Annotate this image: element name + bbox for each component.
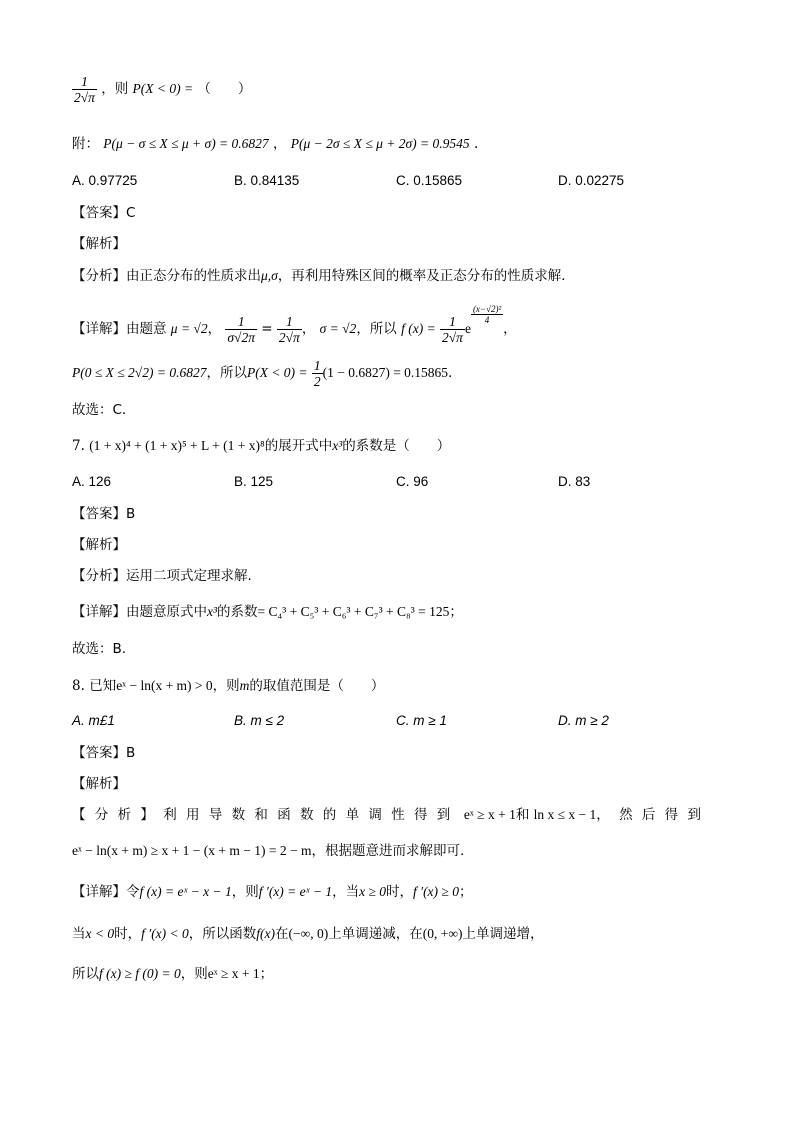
q8-l2-time: 时， (114, 926, 142, 942)
q6-line2-result: (1 − 0.6827) = 0.15865 (322, 365, 449, 380)
q8-fenxi-line2-text: ，根据题意进而求解即可. (311, 843, 465, 859)
q6-detail-frac2 (277, 314, 302, 345)
q6-detail-tag: 【详解】 (72, 321, 126, 337)
q6-detail (72, 304, 517, 345)
q8-answer-value: B (126, 745, 136, 761)
q6-note (72, 135, 478, 153)
q8-stem-text: 已知 (89, 678, 117, 694)
q8-detail-fp2: f ′(x) ≥ 0 (412, 884, 459, 899)
q6-line2-frac-num: 1 (313, 358, 321, 373)
q6-detail-frac3-den: 2√π (442, 330, 463, 345)
q6-option-b: B. 0.84135 (234, 173, 300, 188)
q6-prob-expr: P(X < 0) = (132, 81, 194, 96)
q6-line2-end: ． (448, 365, 462, 381)
q6-answer-tag: 【答案】 (72, 205, 126, 221)
q6-answer-paren: （ ） (197, 81, 252, 97)
q8-option-b: B. m ≤ 2 (234, 713, 285, 728)
q6-fenxi-tag: 【分析】 (72, 268, 126, 284)
q6-detail-fx: f (x) = (401, 321, 436, 336)
q8-fenxi-ex: eˣ ≥ x + 1 (463, 807, 516, 822)
q8-fenxi-then: ，然后得到 (596, 807, 711, 823)
q7-detail-end: ； (449, 604, 463, 620)
q6-line2-frac (312, 358, 323, 389)
q8-analysis-tag: 【解析】 (72, 776, 126, 792)
q8-detail-fp: f ′(x) = eˣ − 1 (258, 884, 333, 899)
q8-l2-fp: f ′(x) < 0 (141, 926, 189, 941)
q8-fenxi-text: 利用导数和函数的单调性得到 (163, 807, 460, 823)
q6-fenxi-text2: ，再利用特殊区间的概率及正态分布的性质求解． (277, 268, 575, 284)
q6-detail-text: 由题意 (126, 321, 167, 337)
q6-line2-prob1: P(0 ≤ X ≤ 2√2) = 0.6827 (72, 365, 207, 380)
q6-detail-exp-den: 4 (484, 315, 490, 325)
q8-number: 8. (72, 678, 85, 694)
q8-detail-let: 令 (126, 884, 140, 900)
q7-analysis-tag: 【解析】 (72, 537, 126, 553)
q8-l2-f: f(x) (256, 926, 276, 941)
q8-l3-expr: f (x) ≥ f (0) = 0 (99, 966, 181, 981)
q8-detail-tag: 【详解】 (72, 884, 126, 900)
q6-line2-prob2: P(X < 0) = (246, 365, 308, 380)
q6-detail-line2 (72, 358, 462, 389)
q6-fraction-num: 1 (72, 74, 97, 90)
q7-option-c: C. 96 (396, 474, 429, 489)
q8-detail-line2 (72, 925, 543, 943)
q8-detail-end: ； (458, 884, 473, 900)
q6-fenxi (72, 267, 575, 285)
q6-fraction (72, 74, 97, 105)
q8-l3-end: ； (259, 966, 274, 982)
q6-stem-tail (72, 74, 251, 105)
q7-number: 7. (72, 438, 85, 454)
q8-l3-then: ，则 (180, 966, 208, 982)
q7-answer-tag: 【答案】 (72, 506, 126, 522)
q8-l3-so: 所以 (72, 966, 99, 982)
q6-line2-frac-den: 2 (313, 374, 321, 389)
q6-fenxi-vars: μ,σ (261, 268, 278, 283)
q6-answer (72, 204, 135, 222)
q6-detail-so: ，所以 (356, 321, 397, 337)
q8-detail-line3 (72, 965, 273, 983)
q6-detail-eq: = (261, 321, 273, 337)
q6-detail-frac3-num: 1 (440, 314, 465, 330)
q7-stem-text2: 的系数是（ ） (342, 438, 451, 454)
q6-detail-exp-num: (x−√2)² (472, 304, 502, 314)
q7-stem (72, 437, 450, 455)
q6-option-d: D. 0.02275 (558, 173, 625, 188)
q7-fenxi-tag: 【分析】 (72, 568, 126, 584)
q8-detail-time: 时， (385, 884, 413, 900)
q8-fenxi (72, 806, 710, 824)
q8-fenxi-line2-expr: eˣ − ln(x + m) ≥ x + 1 − (x + m − 1) = 2 − m (72, 843, 312, 858)
q7-answer (72, 505, 135, 523)
q8-detail-when: ，当 (332, 884, 360, 900)
q6-detail-sigma: σ = √2 (319, 321, 357, 336)
q6-detail-frac1-num: 1 (225, 314, 257, 330)
q8-l2-dec: 上单调递减，在 (328, 926, 423, 942)
q8-option-c: C. m ≥ 1 (396, 713, 447, 728)
q7-stem-text: 的展开式中 (264, 438, 333, 454)
q7-expr: (1 + x)⁴ + (1 + x)⁵ + L + (1 + x)⁸ (89, 438, 265, 453)
q6-detail-comma2: ， (301, 321, 316, 337)
q6-detail-comma4: ， (503, 321, 517, 337)
q7-detail-text2: 的系数 (217, 604, 258, 620)
q8-fenxi-and: 和 (515, 807, 530, 823)
q6-detail-exp (471, 304, 503, 325)
q8-stem-m: m (239, 678, 250, 693)
q7-detail-expr: = C₄³ + C₅³ + C₆³ + C₇³ + C₈³ = 125 (257, 604, 450, 619)
q6-line2-so: ，所以 (206, 365, 247, 381)
q7-detail-text: 由题意原式中 (126, 604, 207, 620)
q6-note-end: . (473, 136, 479, 152)
q8-answer-tag: 【答案】 (72, 745, 126, 761)
q8-stem-text2: 的取值范围是（ ） (249, 678, 385, 694)
q6-fenxi-text: 由正态分布的性质求出 (126, 268, 261, 284)
q7-detail (72, 603, 463, 621)
q8-l2-int1: (−∞, 0) (288, 926, 329, 941)
q7-option-b: B. 125 (234, 474, 274, 489)
q8-stem (72, 677, 384, 695)
q7-answer-value: B (126, 506, 136, 522)
q6-answer-value: C (126, 205, 136, 221)
q8-stem-expr: eˣ − ln(x + m) > 0 (116, 678, 213, 693)
q8-detail-then: ，则 (231, 884, 259, 900)
q6-detail-frac3 (440, 314, 465, 345)
q6-stem-text: ，则 (101, 81, 129, 97)
q6-option-a: A. 0.97725 (72, 173, 138, 188)
q6-note-2: P(μ − 2σ ≤ X ≤ μ + 2σ) = 0.9545 (290, 136, 470, 151)
q6-detail-comma1: ， (207, 321, 222, 337)
q6-detail-e: e (464, 321, 471, 336)
q6-note-sep: ， (272, 136, 287, 152)
q7-option-d: D. 83 (558, 474, 591, 489)
q7-choose: 故选：B. (72, 641, 127, 657)
q6-detail-frac2-den: 2√π (278, 330, 300, 345)
q8-option-a: A. m£1 (72, 713, 115, 728)
q8-fenxi-tag: 【分析】 (72, 807, 164, 823)
q8-fenxi-ln: ln x ≤ x − 1 (533, 807, 597, 822)
q8-l2-cond: x < 0 (85, 926, 115, 941)
q8-l2-inc: 上单调递增， (462, 926, 544, 942)
q8-detail (72, 883, 472, 901)
q7-detail-tag: 【详解】 (72, 604, 126, 620)
q8-detail-cond: x ≥ 0 (359, 884, 386, 899)
q6-option-c: C. 0.15865 (396, 173, 463, 188)
q8-l2-so: ，所以函数 (188, 926, 257, 942)
q6-choose: 故选：C． (72, 402, 136, 418)
q8-fenxi-line2 (72, 842, 464, 860)
q8-stem-then: ，则 (212, 678, 240, 694)
q7-option-a: A. 126 (72, 474, 112, 489)
q8-detail-f: f (x) = eˣ − x − 1 (139, 884, 232, 899)
q7-fenxi-text: 运用二项式定理求解. (126, 568, 252, 584)
q6-analysis-tag: 【解析】 (72, 236, 126, 252)
q8-l2-on: 在 (275, 926, 289, 942)
q7-fenxi (72, 567, 252, 585)
q6-note-1: P(μ − σ ≤ X ≤ μ + σ) = 0.6827 (103, 136, 269, 151)
q6-note-label: 附： (72, 136, 99, 152)
q7-detail-x3: x³ (207, 604, 218, 619)
q6-fraction-den: 2√π (74, 90, 95, 105)
q6-detail-frac1 (225, 314, 257, 345)
q6-detail-mu: μ = √2 (170, 321, 208, 336)
q8-l2-when: 当 (72, 926, 86, 942)
q7-x3: x³ (332, 438, 343, 453)
q8-l3-ex: eˣ ≥ x + 1 (207, 966, 260, 981)
q8-answer (72, 744, 135, 762)
q6-detail-frac1-den: σ√2π (227, 330, 255, 345)
q8-option-d: D. m ≥ 2 (558, 713, 609, 728)
q6-detail-frac2-num: 1 (277, 314, 302, 330)
q8-l2-int2: (0, +∞) (422, 926, 463, 941)
